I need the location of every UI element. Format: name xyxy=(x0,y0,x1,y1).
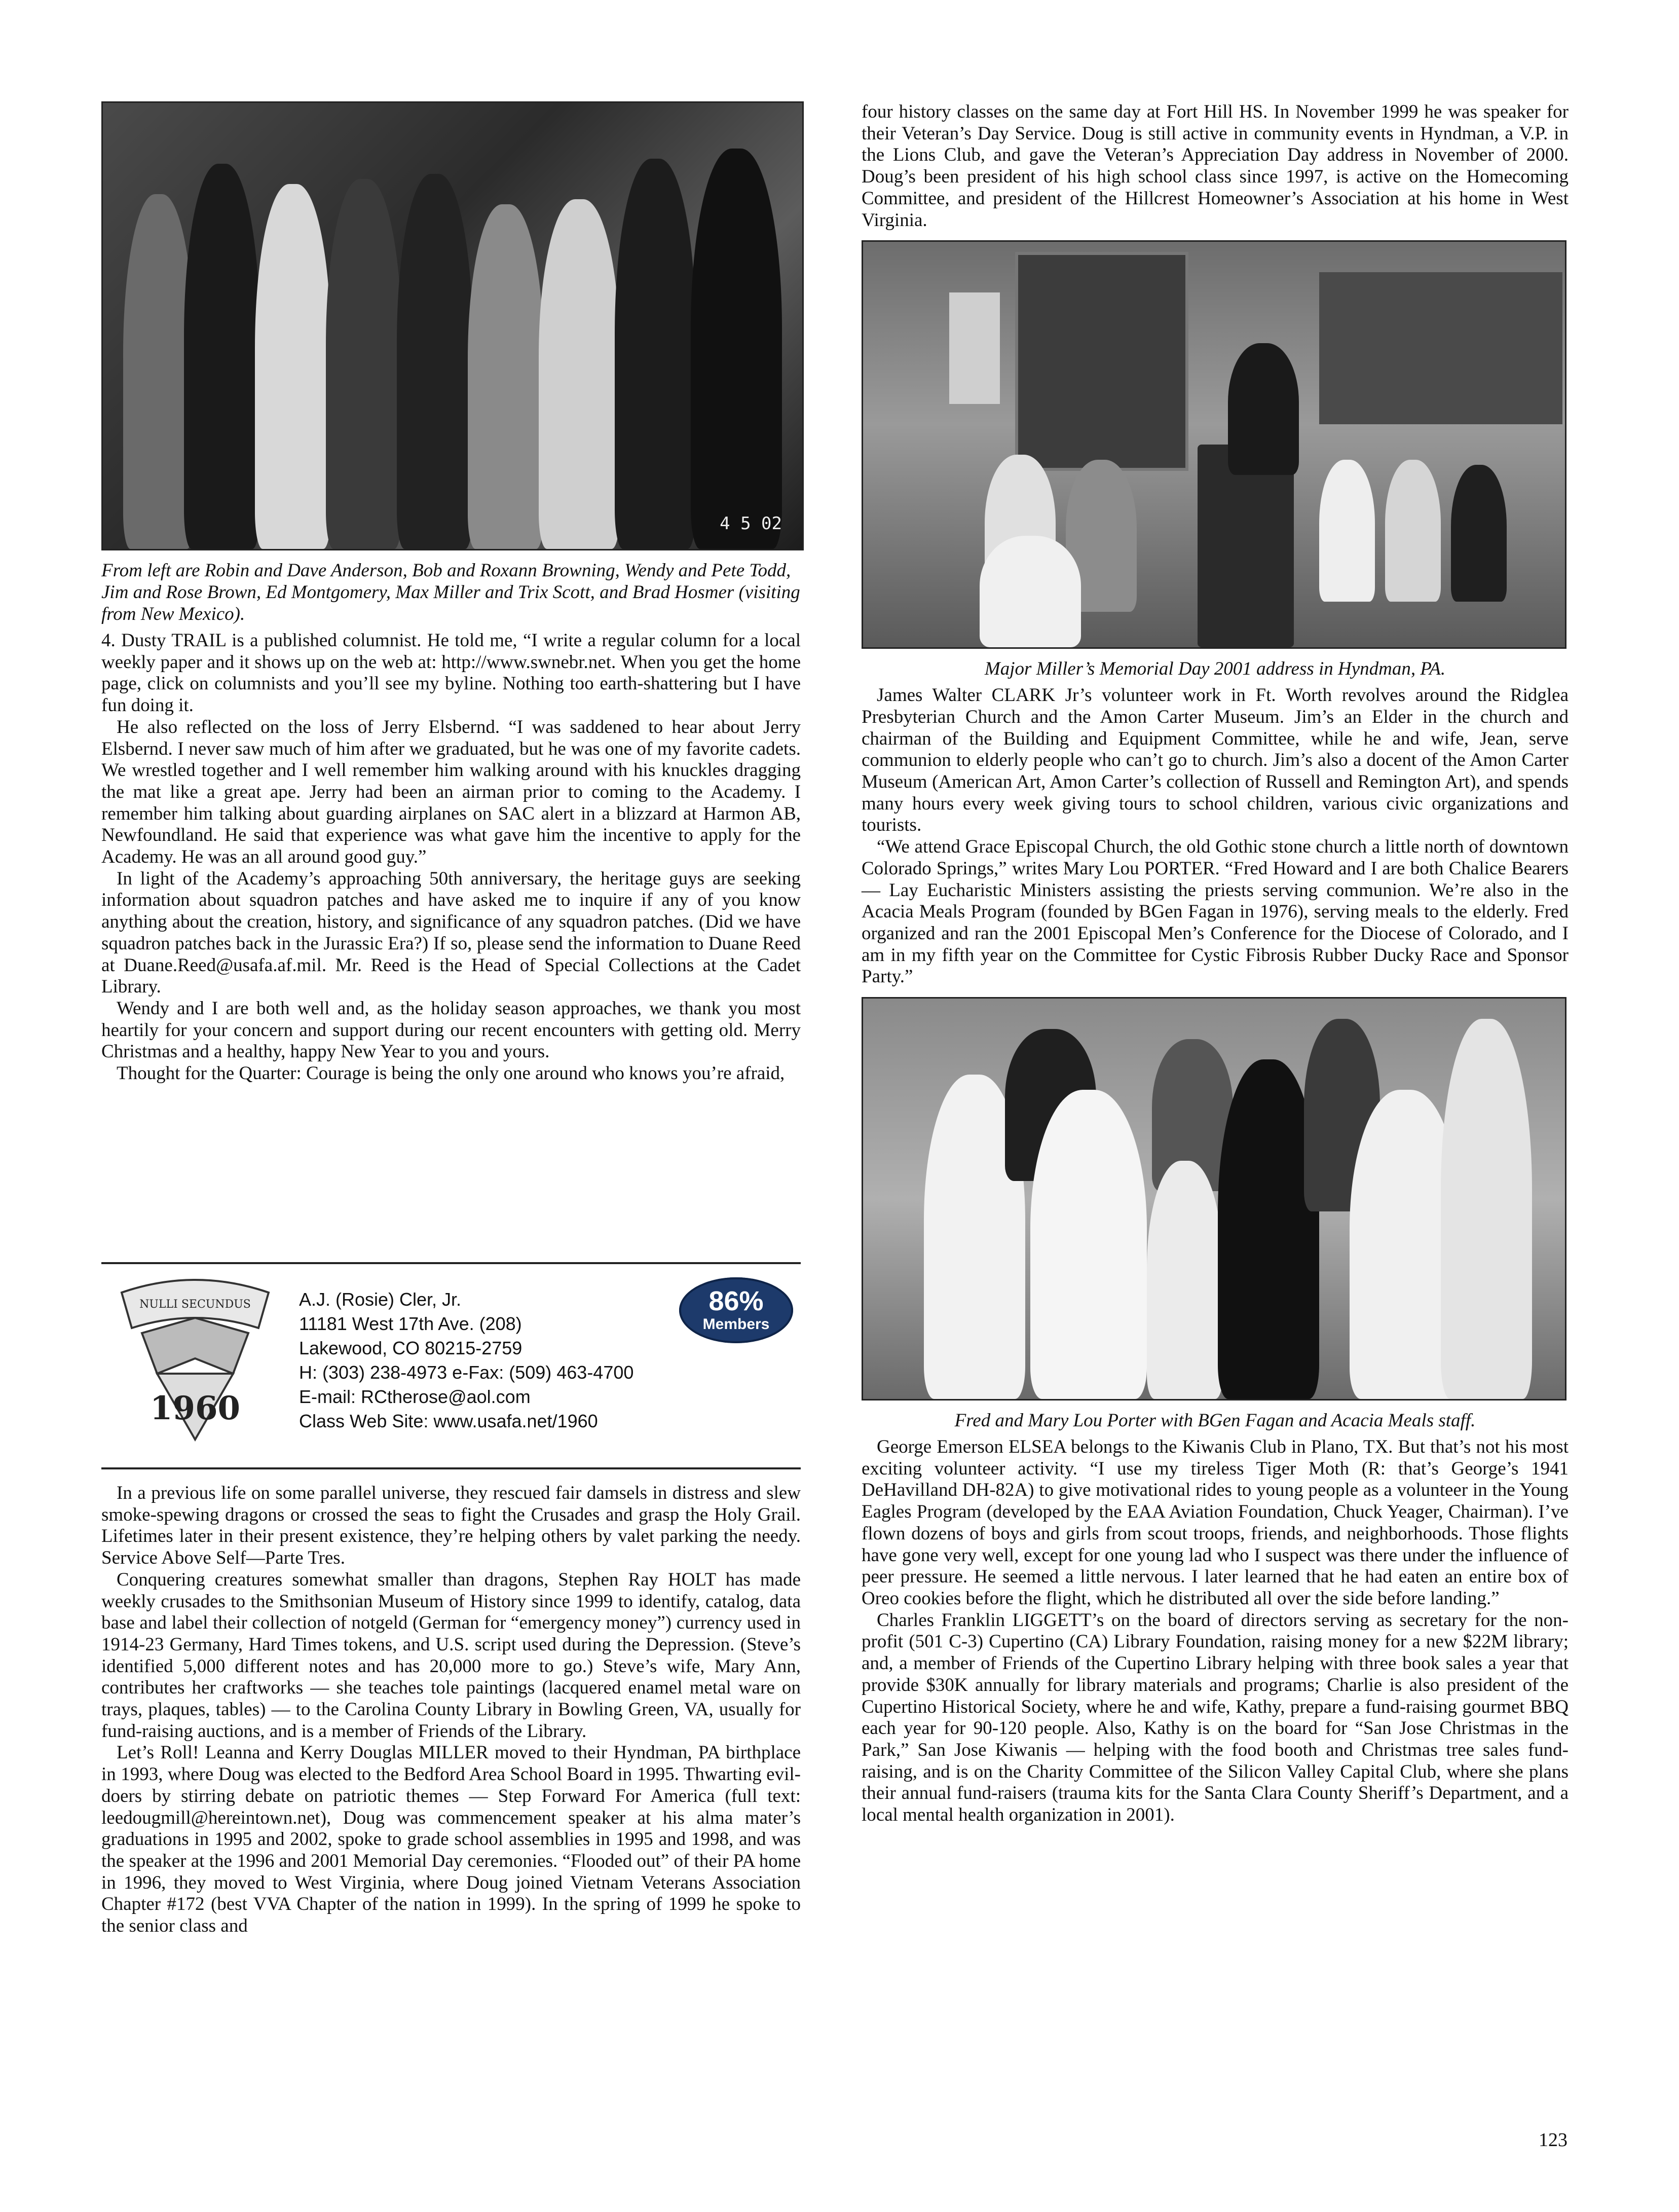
left-column xyxy=(101,101,801,1085)
crest-motto: NULLI SECUNDUS xyxy=(139,1298,251,1311)
paragraph: In light of the Academy’s approaching 50th anniversary, the heritage guys are seeking information about squadron patches and have asked me to inquire if any of you know anything about the creation, history, and significance of any squadron patches. (Did we have squadron patches back in the Jurassic Era?) If so, please send the information to Duane Reed at Duane.Reed@usafa.af.mil. Mr. Reed is the Head of Special Collections at the Cadet Library. xyxy=(101,868,801,998)
memorial-day-caption: Major Miller’s Memorial Day 2001 address in Hyndman, PA. xyxy=(984,658,1446,680)
paragraph: Let’s Roll! Leanna and Kerry Douglas MILLER moved to their Hyndman, PA birthplace in 1993, where Doug was elected to the Bedford Area School Board in 1995. Thwarting evil-doers by stirring debate on patriotic themes — Step Forward For America (full text: leedougmill@hereintown.net), Doug was commencement speaker at his alma mater’s graduations in 1995 and 2002, spoke to grade school assemblies in 1995 and 1998, and was the speaker at the 1996 and 2001 Memorial Day ceremonies. “Flooded out” of their PA home in 1996, they moved to West Virginia, where Doug joined Vietnam Veterans Association Chapter #172 (best VVA Chapter of the nation in 1999). In the spring of 1999 he spoke to the senior class and xyxy=(101,1742,801,1937)
eagle-crest-icon xyxy=(111,1272,279,1450)
reunion-photo-caption: From left are Robin and Dave Anderson, Bob and Roxann Browning, Wendy and Pete Todd, Jim and Rose Brown, Ed Montgomery, Max Miller and Trix Scott, and Brad Hosmer (visiting from New Mexico). xyxy=(101,560,800,624)
paragraph: 4. Dusty TRAIL is a published columnist. He told me, “I write a regular column for a local weekly paper and it shows up on the web at: http://www.swnebr.net. When you get the home page, click on columnists and you’ll see my byline. Nothing too earth-shattering but I have fun doing it. xyxy=(101,630,801,716)
paragraph: Thought for the Quarter: Courage is being the only one around who knows you’re afraid, xyxy=(117,1063,785,1084)
contact-address-1: 11181 West 17th Ave. (208) xyxy=(299,1313,522,1334)
contact-website[interactable]: Class Web Site: www.usafa.net/1960 xyxy=(299,1411,598,1431)
class-crest-logo xyxy=(111,1272,279,1450)
section-divider xyxy=(101,1262,801,1264)
right-column xyxy=(862,101,1569,1826)
contact-lines xyxy=(299,1287,633,1433)
class-contact-block xyxy=(101,1267,801,1460)
paragraph: four history classes on the same day at Fort Hill HS. In November 1999 he was speaker for their Veteran’s Day Service. Doug is still active in community events in Hyndman, a V.P. in the Lions Club, and gave the Veteran’s Appreciation Day address in November of 2000. Doug’s been president of his high school class since 1997, is active on the Homecoming Committee, and president of the Hillcrest Homeowner’s Association at his home in West Virginia. xyxy=(862,101,1569,231)
membership-badge xyxy=(679,1277,793,1343)
paragraph: Conquering creatures somewhat smaller than dragons, Stephen Ray HOLT has made weekly crusades to the Smithsonian Museum of History since 1999 to identify, catalog, data base and label their collection of notgeld (German for “emergency money”) currency used in 1914-23 Germany, Hard Times tokens, and U.S. script used during the Depression. (Steve’s identified 5,000 different notes and has 20,000 more to go.) Steve’s wife, Mary Ann, contributes her craftworks — she teaches tole paintings (lacquered enamel metal ware on trays, plaques, tables) — to the Carolina County Library in Bowling Green, VA, usually for fund-raising auctions, and is a member of Friends of the Library. xyxy=(101,1569,801,1742)
membership-label: Members xyxy=(702,1316,770,1333)
paragraph: James Walter CLARK Jr’s volunteer work in Ft. Worth revolves around the Ridglea Presbyterian Church and the Amon Carter Museum. Jim’s an Elder in the church and chairman of the Building and Equipment Committee, while he and wife, Jean, serve communion to elderly people who can’t go to church. Jim’s also a docent of the Amon Carter Museum (American Art, Amon Carter’s collection of Russell and Remington Art), and spends many hours every week giving tours to school children, various civic organizations and tourists. xyxy=(862,685,1569,836)
contact-name: A.J. (Rosie) Cler, Jr. xyxy=(299,1289,462,1310)
page-number: 123 xyxy=(1539,2129,1568,2151)
photo-timestamp: 4 5 02 xyxy=(720,513,782,534)
membership-percent: 86% xyxy=(708,1286,764,1316)
contact-phone: H: (303) 238-4973 e-Fax: (509) 463-4700 xyxy=(299,1362,634,1383)
contact-address-2: Lakewood, CO 80215-2759 xyxy=(299,1338,523,1358)
left-column-lower xyxy=(101,1483,801,1937)
memorial-day-photo xyxy=(862,240,1566,649)
contact-email[interactable]: E-mail: RCtherose@aol.com xyxy=(299,1386,531,1407)
paragraph: “We attend Grace Episcopal Church, the old Gothic stone church a little north of downtown Colorado Springs,” writes Mary Lou PORTER. “Fred Howard and I are both Chalice Bearers — Lay Eucharistic Ministers assisting the priests serving communion. We’re also in the Acacia Meals Program (founded by BGen Fagan in 1976), serving meals to the elderly. Fred organized and ran the 2001 Episcopal Men’s Conference for the Diocese of Colorado, and I am in my fifth year on the Committee for Cystic Fibrosis Rubber Ducky Race and Sponsor Party.” xyxy=(862,836,1569,987)
acacia-meals-photo xyxy=(862,997,1566,1400)
section-divider xyxy=(101,1467,801,1469)
paragraph: Wendy and I are both well and, as the holiday season approaches, we thank you most heartily for your concern and support during our recent encounters with getting old. Merry Christmas and a healthy, happy New Year to you and yours. xyxy=(101,998,801,1062)
acacia-meals-caption: Fred and Mary Lou Porter with BGen Fagan and Acacia Meals staff. xyxy=(954,1410,1476,1431)
reunion-group-photo xyxy=(101,101,804,550)
paragraph: George Emerson ELSEA belongs to the Kiwanis Club in Plano, TX. But that’s not his most exciting volunteer activity. “I use my tireless Tiger Moth (R: that’s George’s 1941 DeHavilland DH-82A) to give motivational rides to young people as a volunteer in the Young Eagles Program (developed by the EAA Aviation Foundation, Chuck Yeager, Chairman). I’ve flown dozens of boys and girls from scout troops, friends, and neighborhoods. Those flights have gone very well, except for one young lad who I suspect was there under the influence of peer pressure. He seemed a little nervous. I later learned that he had eaten an entire box of Oreo cookies before the flight, which he distributed all over the side before landing.” xyxy=(862,1436,1569,1609)
paragraph: He also reflected on the loss of Jerry Elsbernd. “I was saddened to hear about Jerry Elsbernd. I never saw much of him after we graduated, but he was one of my favorite cadets. We wrestled together and I well remember him walking around with his knuckles dragging the mat like a great ape. Jerry had been an airman prior to coming to the Academy. I remember him talking about guarding airplanes on SAC alert in a blizzard at Harmon AB, Newfoundland. He said that experience was what gave him the incentive to apply for the Academy. He was an all around good guy.” xyxy=(101,716,801,868)
paragraph: In a previous life on some parallel universe, they rescued fair damsels in distress and slew smoke-spewing dragons or crossed the seas to fight the Crusades and grasp the Holy Grail. Lifetimes later in their present existence, they’re helping others by valet parking the needy. Service Above Self—Parte Tres. xyxy=(101,1483,801,1569)
paragraph: Charles Franklin LIGGETT’s on the board of directors serving as secretary for the non-profit (501 C-3) Cupertino (CA) Library Foundation, raising money for a new $22M library; and, a member of Friends of the Cupertino Library helping with three book sales a year that provide $30K annually for library materials and programs; Charlie is also president of the Cupertino Historical Society, where he and wife, Kathy, prepare a fund-raising gourmet BBQ each year for 90-120 people. Also, Kathy is on the board for “San Jose Christmas in the Park,” San Jose Kiwanis — helping with the food booth and Christmas tree sales fund-raising, and is on the Charity Committee of the Silicon Valley Capital Club, where she plans their annual fund-raisers (trauma kits for the Santa Clara County Sheriff’s Department, and a local mental health organization in 2001). xyxy=(862,1609,1569,1826)
crest-year: 1960 xyxy=(150,1389,241,1427)
